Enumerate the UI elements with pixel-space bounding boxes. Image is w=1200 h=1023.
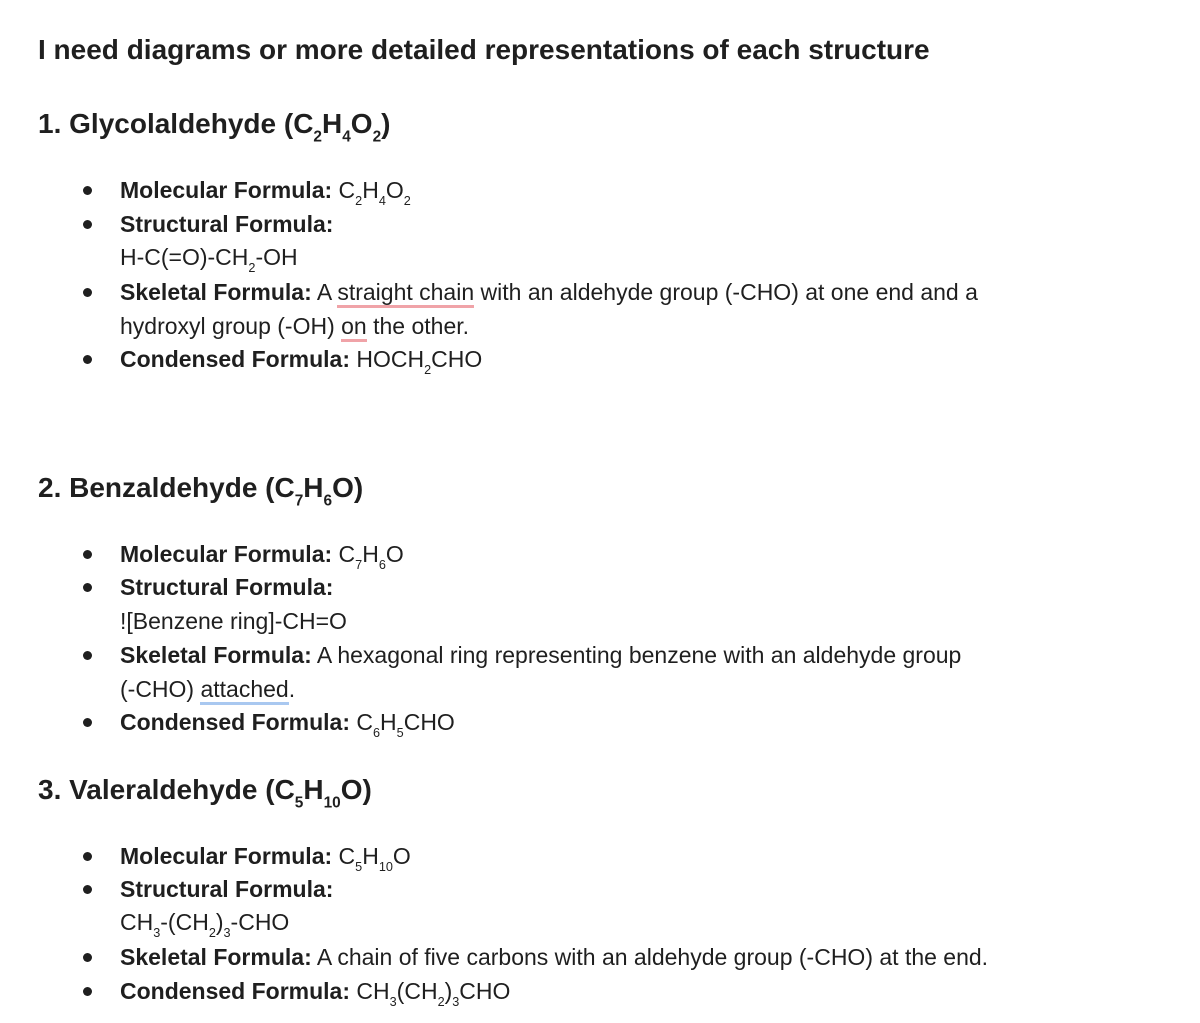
list-item-molecular-formula: Molecular Formula: $C_2H_4O_2$: [120, 173, 411, 207]
list-item-condensed-formula: Condensed Formula: $HOCH_2CHO$: [120, 342, 482, 376]
list-item-structural-formula: Structural Formula:: [120, 570, 333, 604]
structural-formula-line: $H-C(=O)-CH_2-OH$: [120, 244, 298, 275]
skeletal-formula-continuation: hydroxyl group (-OH) on the other.: [120, 309, 469, 343]
bullet-icon: [83, 288, 92, 297]
page-title: I need diagrams or more detailed representations of each structure: [38, 34, 930, 65]
bullet-icon: [83, 852, 92, 861]
list-item-skeletal-formula: Skeletal Formula: A chain of five carbons with an aldehyde group (-CHO) at the end.: [120, 940, 988, 974]
list-item-molecular-formula: Molecular Formula: $C_7H_6O$: [120, 537, 404, 571]
list-item-condensed-formula: Condensed Formula: $C_6H_5CHO$: [120, 705, 455, 739]
bullet-icon: [83, 953, 92, 962]
bullet-icon: [83, 355, 92, 364]
list-item-skeletal-formula: Skeletal Formula: A straight chain with an aldehyde group (-CHO) at one end and a: [120, 275, 978, 309]
section-heading-glycolaldehyde: 1. Glycolaldehyde $(C_2H_4O_2)$: [38, 108, 391, 146]
bullet-icon: [83, 186, 92, 195]
spellcheck-underline: on: [341, 313, 367, 342]
list-item-structural-formula: Structural Formula:: [120, 872, 333, 906]
bullet-icon: [83, 651, 92, 660]
list-item-condensed-formula: Condensed Formula: $CH_3(CH_2)_3CHO$: [120, 974, 510, 1008]
skeletal-formula-continuation: (-CHO) attached.: [120, 672, 295, 706]
list-item-molecular-formula: Molecular Formula: $C_5H_{10}O$: [120, 839, 411, 873]
bullet-icon: [83, 987, 92, 996]
structural-formula-line: ![Benzene ring]-CH=O: [120, 608, 347, 634]
bullet-icon: [83, 550, 92, 559]
spellcheck-underline: straight chain: [337, 279, 474, 308]
list-item-skeletal-formula: Skeletal Formula: A hexagonal ring representing benzene with an aldehyde group: [120, 638, 961, 672]
section-heading-benzaldehyde: 2. Benzaldehyde $(C_7H_6O)$: [38, 472, 364, 510]
bullet-icon: [83, 885, 92, 894]
section-heading-valeraldehyde: 3. Valeraldehyde $(C_5H_{10}O)$: [38, 774, 372, 812]
bullet-icon: [83, 583, 92, 592]
structural-formula-line: $CH_3-(CH_2)_3$-CHO: [120, 909, 290, 940]
bullet-icon: [83, 220, 92, 229]
bullet-icon: [83, 718, 92, 727]
grammar-underline: attached: [200, 676, 288, 705]
list-item-structural-formula: Structural Formula:: [120, 207, 333, 241]
